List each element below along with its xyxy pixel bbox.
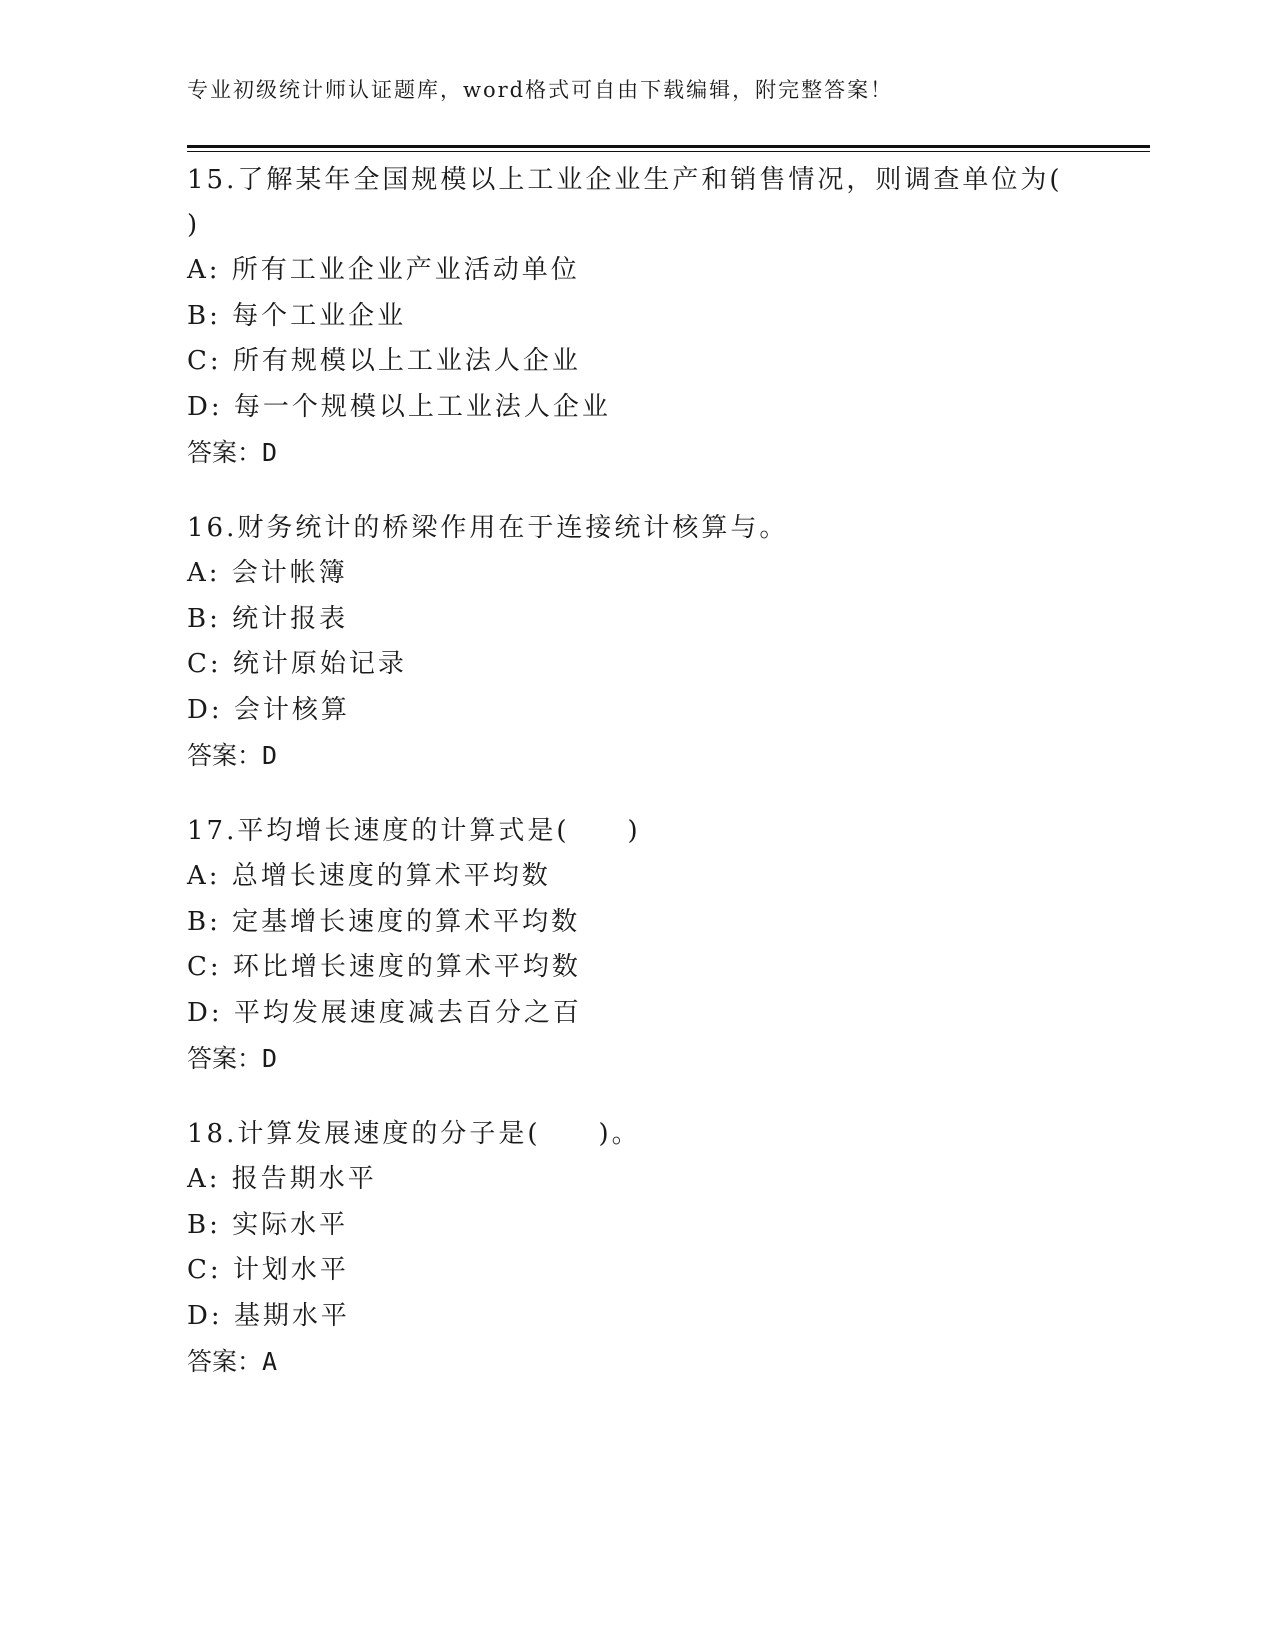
answer-label: 答案：	[187, 1347, 263, 1376]
option-b: B: 统计报表	[187, 603, 349, 634]
question-stem: 17.平均增长速度的计算式是( )	[187, 816, 641, 846]
option-c: C: 所有规模以上工业法人企业	[187, 346, 581, 376]
question-16	[187, 506, 1150, 779]
question-18	[187, 1112, 1150, 1385]
option-d: D: 基期水平	[187, 1300, 350, 1331]
question-15	[187, 158, 1150, 476]
answer-value: D	[262, 741, 278, 770]
option-d: D: 平均发展速度减去百分之百	[187, 997, 582, 1028]
option-b: B: 实际水平	[187, 1209, 349, 1240]
answer-value: D	[262, 1044, 278, 1073]
answer-label: 答案：	[187, 438, 263, 467]
question-stem: 15.了解某年全国规模以上工业企业生产和销售情况，则调查单位为(	[187, 165, 1063, 195]
question-stem-continuation: )	[187, 210, 201, 240]
answer-line	[187, 1339, 1150, 1385]
answer-value: D	[262, 438, 278, 467]
option-b: B: 定基增长速度的算术平均数	[187, 906, 581, 937]
option-a: A: 会计帐簿	[187, 558, 348, 588]
header-divider-thick	[187, 145, 1150, 148]
answer-line	[187, 430, 1150, 476]
option-d: D: 每一个规模以上工业法人企业	[187, 391, 611, 422]
answer-label: 答案：	[187, 1044, 263, 1073]
question-17	[187, 809, 1150, 1082]
option-c: C: 环比增长速度的算术平均数	[187, 952, 581, 982]
option-a: A: 所有工业企业产业活动单位	[187, 255, 580, 285]
question-stem: 16.财务统计的桥梁作用在于连接统计核算与。	[187, 513, 789, 543]
option-a: A: 总增长速度的算术平均数	[187, 861, 551, 891]
option-b: B: 每个工业企业	[187, 300, 407, 331]
answer-label: 答案：	[187, 741, 263, 770]
answer-line	[187, 1036, 1150, 1082]
question-stem: 18.计算发展速度的分子是( )。	[187, 1119, 641, 1149]
option-a: A: 报告期水平	[187, 1164, 377, 1194]
option-c: C: 计划水平	[187, 1255, 349, 1285]
answer-line	[187, 733, 1150, 779]
page-header: 专业初级统计师认证题库，word格式可自由下载编辑，附完整答案！	[187, 78, 894, 102]
question-list	[187, 158, 1150, 1415]
header-divider-thin	[187, 151, 1150, 152]
option-c: C: 统计原始记录	[187, 649, 407, 679]
option-d: D: 会计核算	[187, 694, 350, 725]
answer-value: A	[262, 1347, 278, 1376]
